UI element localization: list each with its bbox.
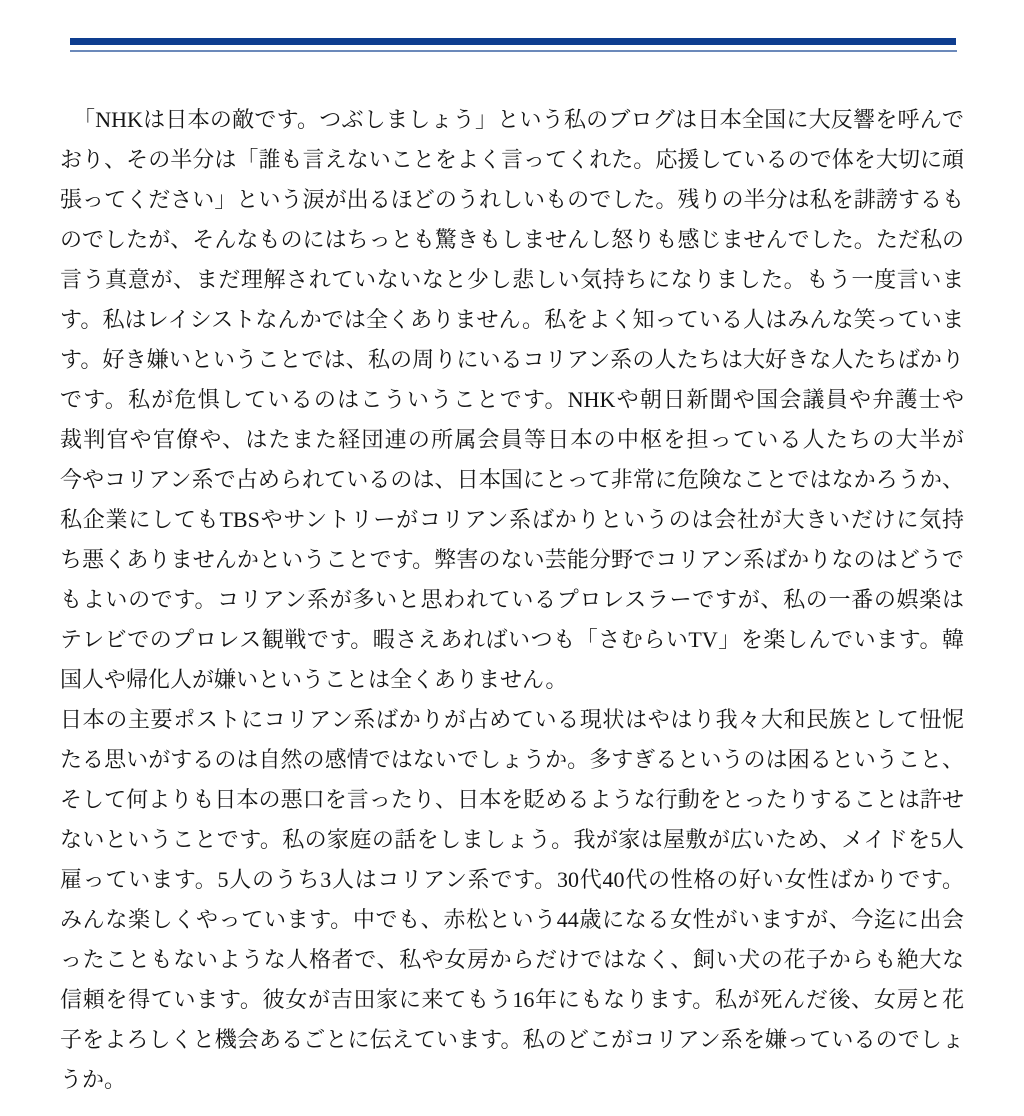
- text-line: 日本の主要ポストにコリアン系ばかりが占めている現状はやはり我々大和民族として忸怩: [60, 707, 964, 732]
- text-line: 「NHKは日本の敵です。つぶしましょう」という私のブログは日本全国に大反響を呼んで: [73, 107, 964, 132]
- text-line: す。好き嫌いということでは、私の周りにいるコリアン系の人たちは大好きな人たちばかり: [60, 347, 964, 372]
- text-line: テレビでのプロレス観戦です。暇さえあればいつも「さむらいTV」を楽しんでいます。韓: [60, 627, 964, 652]
- text-line: 私企業にしてもTBSやサントリーがコリアン系ばかりというのは会社が大きいだけに気持: [60, 507, 964, 532]
- text-line: ち悪くありませんかということです。弊害のない芸能分野でコリアン系ばかりなのはどうで: [60, 547, 964, 572]
- article-body: [60, 100, 964, 1100]
- text-line: 張ってください」という涙が出るほどのうれしいものでした。残りの半分は私を誹謗するも: [60, 187, 964, 212]
- paragraph-2: [60, 700, 964, 1100]
- text-line: 今やコリアン系で占められているのは、日本国にとって非常に危険なことではなかろうか、: [60, 467, 964, 492]
- text-line: す。私はレイシストなんかでは全くありません。私をよく知っている人はみんな笑っていま: [60, 307, 964, 332]
- text-line: 雇っています。5人のうち3人はコリアン系です。30代40代の性格の好い女性ばかりです。: [60, 867, 964, 892]
- text-line: 子をよろしくと機会あるごとに伝えています。私のどこがコリアン系を嫌っているのでしょ: [60, 1027, 964, 1052]
- text-line: です。私が危惧しているのはこういうことです。NHKや朝日新聞や国会議員や弁護士や: [60, 387, 964, 412]
- text-line: うか。: [60, 1067, 127, 1092]
- text-line: もよいのです。コリアン系が多いと思われているプロレスラーですが、私の一番の娯楽は: [60, 587, 964, 612]
- paragraph-1: [60, 100, 964, 700]
- text-line: おり、その半分は「誰も言えないことをよく言ってくれた。応援しているので体を大切に頑: [60, 147, 964, 172]
- divider-thick-line: [70, 38, 956, 45]
- text-line: のでしたが、そんなものにはちっとも驚きもしませんし怒りも感じませんでした。ただ私の: [60, 227, 964, 252]
- text-line: 信頼を得ています。彼女が吉田家に来てもう16年にもなります。私が死んだ後、女房と花: [60, 987, 964, 1012]
- text-line: そして何よりも日本の悪口を言ったり、日本を貶めるような行動をとったりすることは許せ: [60, 787, 964, 812]
- text-line: 裁判官や官僚や、はたまた経団連の所属会員等日本の中枢を担っている人たちの大半が: [60, 427, 964, 452]
- text-line: 国人や帰化人が嫌いということは全くありません。: [60, 667, 568, 692]
- text-line: たる思いがするのは自然の感情ではないでしょうか。多すぎるというのは困るということ、: [60, 747, 964, 772]
- text-line: みんな楽しくやっています。中でも、赤松という44歳になる女性がいますが、今迄に出会: [60, 907, 964, 932]
- text-line: ないということです。私の家庭の話をしましょう。我が家は屋敷が広いため、メイドを5人: [60, 827, 964, 852]
- text-line: ったこともないような人格者で、私や女房からだけではなく、飼い犬の花子からも絶大な: [60, 947, 964, 972]
- text-line: 言う真意が、まだ理解されていないなと少し悲しい気持ちになりました。もう一度言いま: [60, 267, 964, 292]
- divider-thin-line: [70, 50, 957, 52]
